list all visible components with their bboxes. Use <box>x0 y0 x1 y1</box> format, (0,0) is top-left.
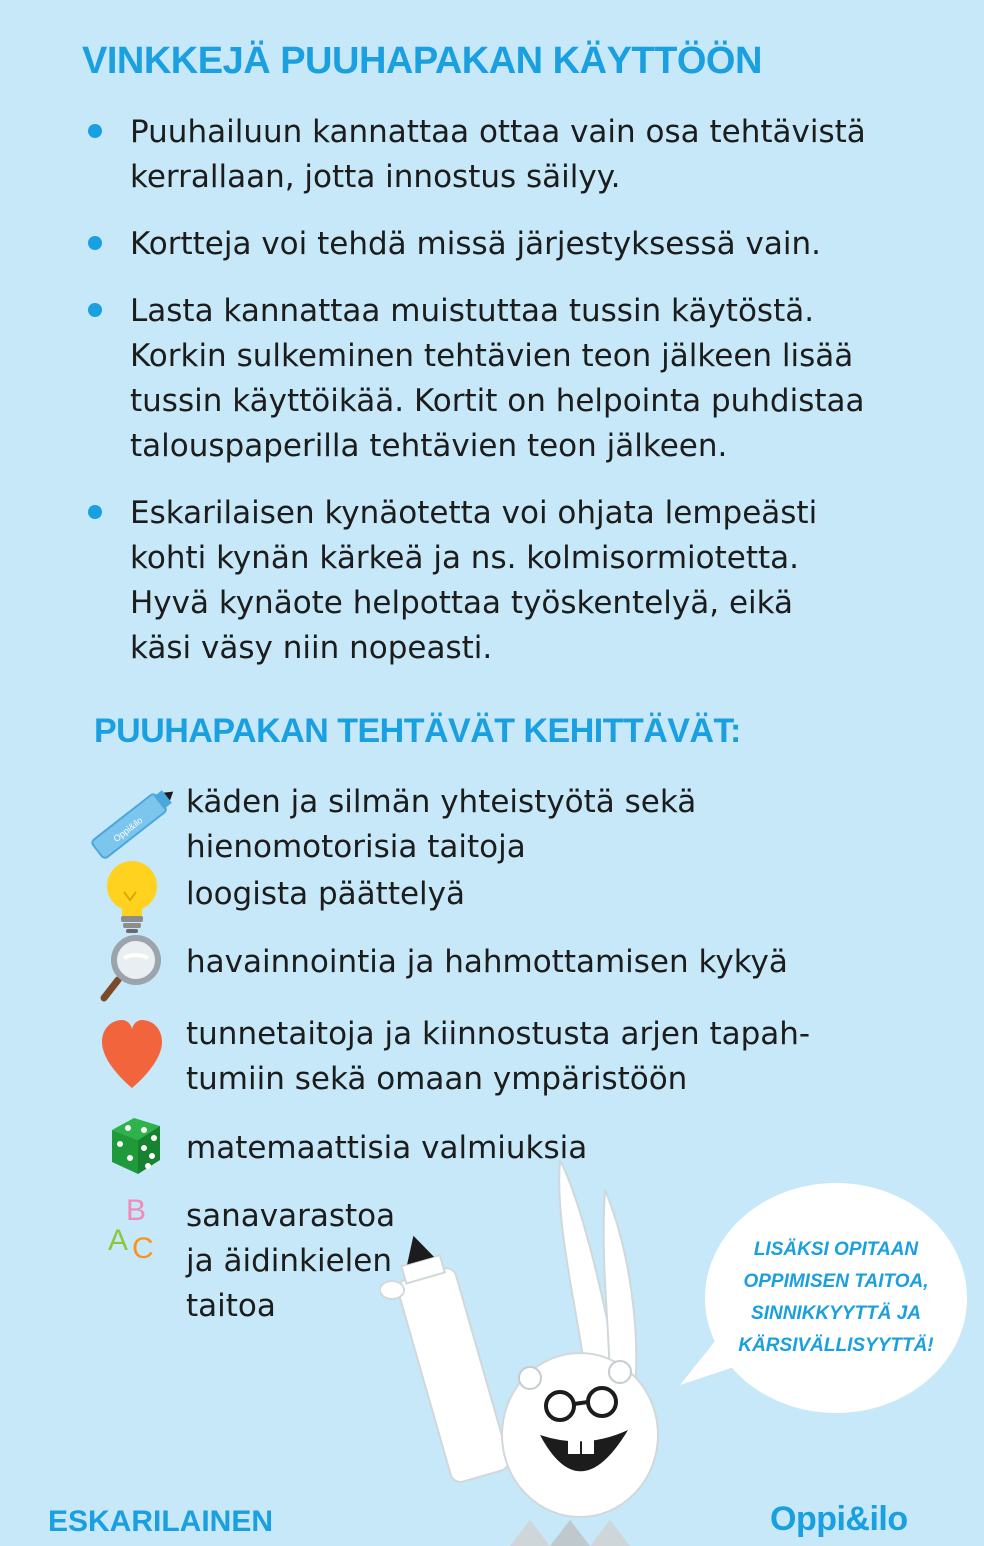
page-title: VINKKEJÄ PUUHAPAKAN KÄYTTÖÖN <box>82 40 762 82</box>
tip-text: Kortteja voi tehdä missä järjestyksessä vain. <box>130 226 821 262</box>
list-item <box>110 940 830 1008</box>
skill-text: havainnointia ja hahmottamisen kykyä <box>186 944 788 980</box>
speech-bubble-tail <box>680 1335 740 1395</box>
skill-text: tunnetaitoja ja kiinnostusta arjen tapah- tumiin sekä omaan ympäristöön <box>186 1016 811 1097</box>
list-item <box>110 1012 830 1126</box>
abc-letters-icon <box>106 1190 184 1270</box>
svg-text:Oppi&ilo: Oppi&ilo <box>111 815 145 844</box>
tip-text: Eskarilaisen kynäotetta voi ohjata lempeästi kohti kynän kärkeä ja ns. kolmisormiotetta. Hyvä kynäote helpottaa työskentelyä, eikä käsi väsy niin nopeasti. <box>130 495 818 666</box>
mascot-illustration <box>380 1160 720 1546</box>
speech-bubble <box>705 1183 967 1413</box>
lightbulb-icon <box>102 854 180 934</box>
tip-text: Lasta kannattaa muistuttaa tussin käytöstä. Korkin sulkeminen tehtävien teon jälkeen lisää tussin käyttöikää. Kortit on helpointa puhdistaa talouspaperilla tehtävien teon jälkeen. <box>130 293 865 464</box>
tips-list <box>80 110 940 693</box>
list-item <box>80 110 940 200</box>
list-item <box>80 491 940 671</box>
heart-icon <box>102 1018 180 1098</box>
series-label: ESKARILAINEN <box>48 1505 274 1538</box>
bullet-icon <box>88 124 102 138</box>
svg-text:C: C <box>132 1232 154 1265</box>
svg-text:A: A <box>108 1224 129 1257</box>
magnifier-icon <box>98 928 176 1008</box>
bullet-icon <box>88 236 102 250</box>
skill-text: matemaattisia valmiuksia <box>186 1130 588 1166</box>
svg-text:B: B <box>126 1194 147 1227</box>
skills-title: PUUHAPAKAN TEHTÄVÄT KEHITTÄVÄT: <box>94 712 741 750</box>
brand-logo: Oppi&ilo <box>770 1500 908 1538</box>
skill-text: käden ja silmän yhteistyötä sekä hienomotorisia taitoja <box>186 784 697 865</box>
bubble-text: LISÄKSI OPITAAN OPPIMISEN TAITOA, SINNIKKYYTTÄ JA KÄRSIVÄLLISYYTTÄ! <box>738 1239 934 1356</box>
skill-text: sanavarastoa ja äidinkielen taitoa <box>186 1198 396 1324</box>
list-item <box>80 289 940 469</box>
dice-icon <box>104 1108 182 1188</box>
list-item <box>110 872 830 940</box>
list-item <box>110 780 830 870</box>
bullet-icon <box>88 303 102 317</box>
skill-text: loogista päättelyä <box>186 876 465 912</box>
tip-text: Puuhailuun kannattaa ottaa vain osa tehtävistä kerrallaan, jotta innostus säilyy. <box>130 114 866 195</box>
list-item <box>80 222 940 267</box>
bullet-icon <box>88 505 102 519</box>
